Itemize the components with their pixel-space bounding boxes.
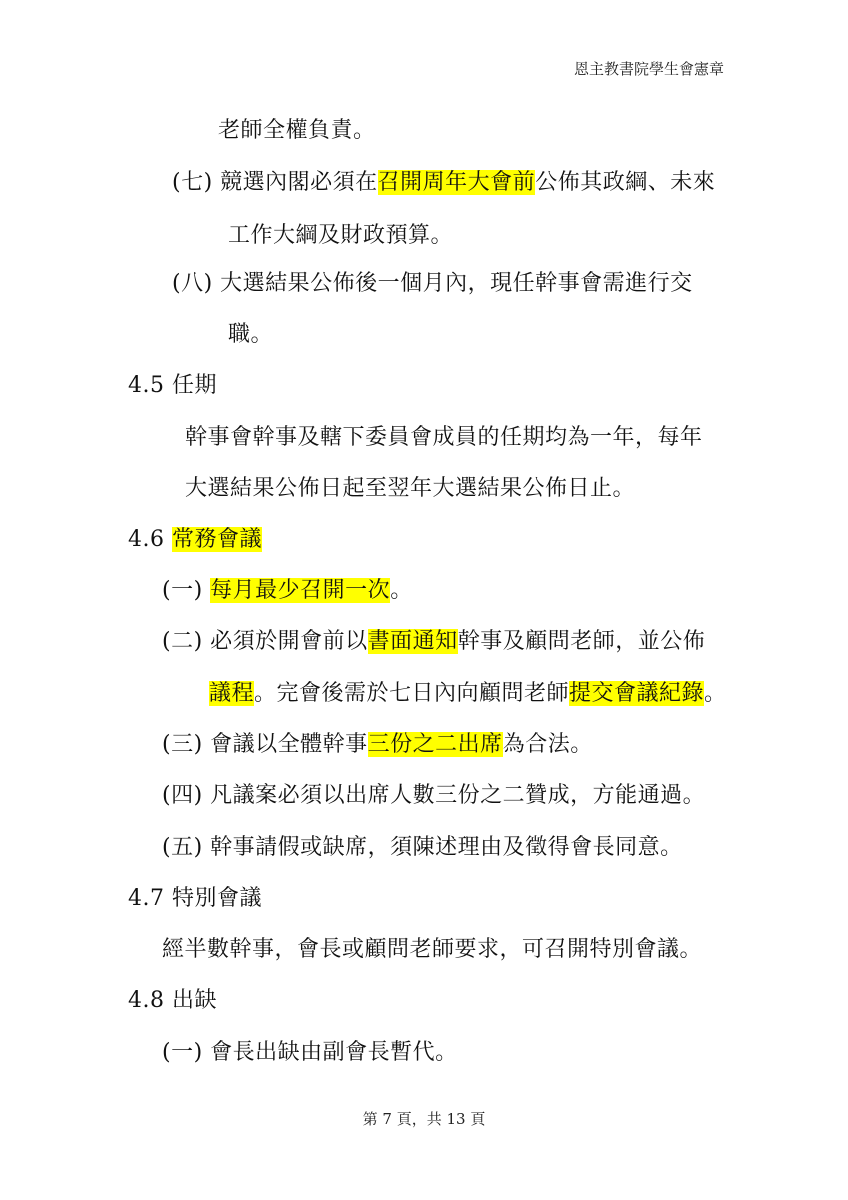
line-text: (五) 幹事請假或缺席，須陳述理由及徵得會長同意。 <box>162 835 683 860</box>
text-line <box>128 525 262 555</box>
text-line <box>162 627 705 657</box>
text-line <box>228 320 273 350</box>
line-text: 。 <box>390 578 413 603</box>
text-line <box>162 935 702 965</box>
text-line <box>185 474 635 504</box>
text-line <box>172 269 693 299</box>
text-line <box>218 116 376 146</box>
text-line <box>185 423 703 453</box>
text-line <box>162 730 593 760</box>
running-header: 恩主教書院學生會憲章 <box>573 60 724 78</box>
line-text: 公佈其政綱、未來 <box>535 170 716 195</box>
highlighted-text: 每月最少召開一次 <box>210 578 391 603</box>
line-text: 經半數幹事，會長或顧問老師要求，可召開特別會議。 <box>162 937 703 962</box>
text-line <box>162 1038 458 1068</box>
line-text: 4.5 任期 <box>128 373 217 398</box>
text-line <box>128 371 217 401</box>
line-text: 大選結果公佈日起至翌年大選結果公佈日止。 <box>185 476 636 501</box>
text-line <box>209 679 727 709</box>
text-line <box>128 986 217 1016</box>
line-text: 4.6 <box>128 527 172 552</box>
line-text: (一) 會長出缺由副會長暫代。 <box>162 1040 458 1065</box>
text-line <box>128 884 262 914</box>
line-text: 幹事會幹事及轄下委員會成員的任期均為一年，每年 <box>185 425 703 450</box>
highlighted-text: 召開周年大會前 <box>377 170 536 195</box>
line-text: 4.8 出缺 <box>128 988 217 1013</box>
page-number: 第 7 頁，共 13 頁 <box>362 1110 486 1128</box>
line-text: (四) 凡議案必須以出席人數三份之二贊成，方能通過。 <box>162 783 706 808</box>
line-text: 。 <box>704 681 727 706</box>
line-text: (七) 競選內閣必須在 <box>172 170 378 195</box>
text-line <box>228 221 453 251</box>
line-text: 工作大綱及財政預算。 <box>228 223 454 248</box>
highlighted-text: 常務會議 <box>171 527 262 552</box>
text-line <box>162 576 413 606</box>
line-text: (八) 大選結果公佈後一個月內，現任幹事會需進行交 <box>172 271 693 296</box>
text-line <box>162 833 683 863</box>
line-text: 幹事及顧問老師，並公佈 <box>457 629 706 654</box>
highlighted-text: 提交會議紀錄 <box>569 681 705 706</box>
line-text: 職。 <box>228 322 274 347</box>
line-text: 老師全權負責。 <box>218 118 376 143</box>
line-text: 4.7 特別會議 <box>128 886 262 911</box>
line-text: (三) 會議以全體幹事 <box>162 732 368 757</box>
line-text: (二) 必須於開會前以 <box>162 629 368 654</box>
line-text: 為合法。 <box>502 732 593 757</box>
line-text: 。完會後需於七日內向顧問老師 <box>254 681 570 706</box>
text-line <box>172 168 715 198</box>
highlighted-text: 書面通知 <box>367 629 458 654</box>
highlighted-text: 議程 <box>209 681 255 706</box>
text-line <box>162 781 705 811</box>
line-text: (一) <box>162 578 211 603</box>
highlighted-text: 三份之二出席 <box>367 732 503 757</box>
